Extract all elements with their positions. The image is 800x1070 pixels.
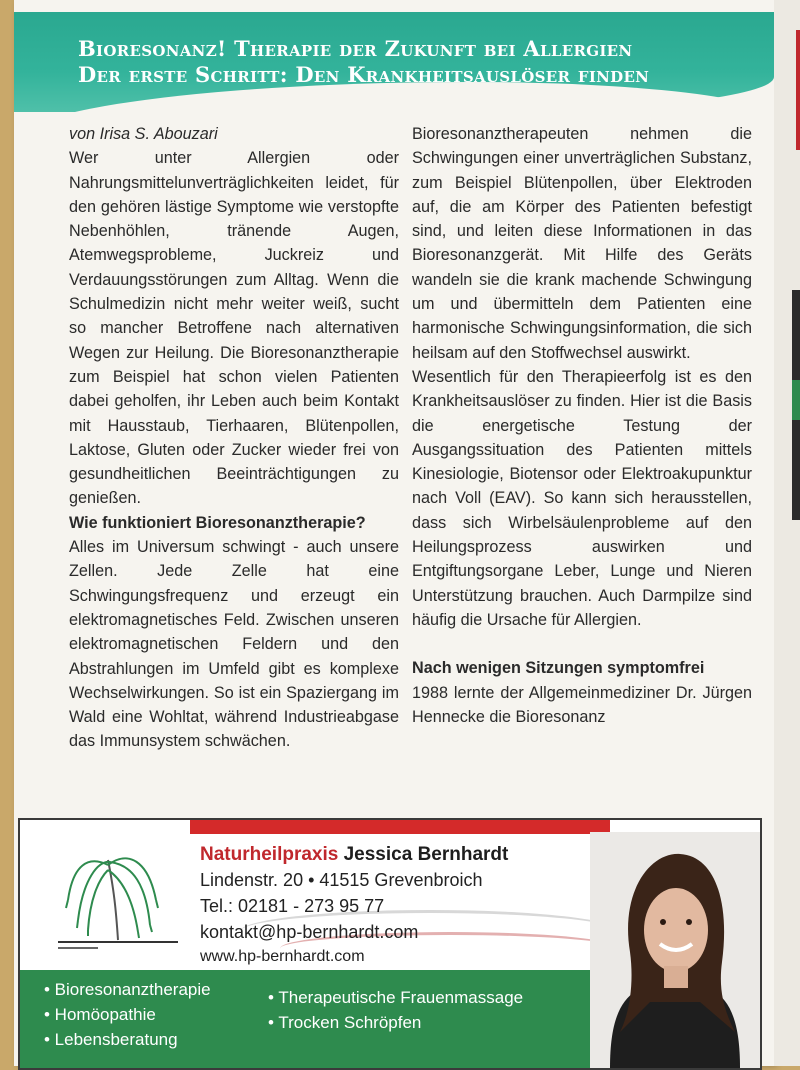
headline-line2: Der erste Schritt: Den Krankheitsauslöser finden [78, 62, 650, 87]
service-item: • Homöopathie [44, 1005, 156, 1024]
services-bar [20, 970, 590, 1068]
right-column [412, 122, 752, 729]
practice-label: Naturheilpraxis [200, 844, 339, 865]
portrait-photo [590, 832, 760, 1068]
left-column [69, 122, 399, 754]
email-link[interactable]: kontakt@hp-bernhardt.com [200, 922, 419, 942]
phone: Tel.: 02181 - 273 95 77 [200, 896, 385, 916]
ad-red-bar [190, 820, 610, 834]
service-item: • Lebensberatung [44, 1030, 178, 1049]
willow-tree-logo [38, 840, 198, 960]
service-item: • Trocken Schröpfen [268, 1013, 422, 1032]
left-paragraph-1: Wer unter Allergien oder Nahrungsmittelunverträglichkeiten leidet, für den gehören lästige Symptome wie verstopfte Nebenhöhlen, tränende Augen, Atemwegsprobleme, Juckreiz und Verdauungsstörungen zum Alltag. Wenn die Schulmedizin nicht mehr weiter weiß, sucht so mancher Betroffene nach alternativen Wegen zur Heilung. Die Bioresonanztherapie zum Beispiel hat schon vielen Patienten dabei geholfen, ihr Leben auch beim Kontakt mit Hausstaub, Tierhaaren, Blütenpollen, Laktose, Gluten oder Zucker wieder frei von gesundheitlichen Beeinträchtigungen zu genießen. [69, 149, 399, 508]
headline-line1: Bioresonanz! Therapie der Zukunft bei Allergien [78, 36, 633, 61]
advertisement [18, 818, 762, 1070]
right-subhead: Nach wenigen Sitzungen symptomfrei [412, 659, 705, 678]
service-item: • Therapeutische Frauenmassage [268, 988, 524, 1007]
right-paragraph-1: Bioresonanztherapeuten nehmen die Schwingungen einer unverträglichen Substanz, zum Beispiel Blütenpollen, über Elektroden auf, die am Körper des Patienten befestigt sind, und leiten diese Informationen in das Bioresonanzgerät. Mit Hilfe des Geräts wandeln sie die krank machende Schwingung um und übermitteln dem Patienten eine harmonische Schwingungsinformation, die sich heilsam auf den Stoffwechsel auswirkt. [412, 125, 752, 362]
headline [78, 36, 758, 88]
right-paragraph-2: Wesentlich für den Therapieerfolg ist es den Krankheitsauslöser zu finden. Hier ist die Basis die energetische Testung der Ausgangssituation des Patienten mittels Kinesiologie, Biotensor oder Elektroakupunktur nach Voll (EAV). So kann sich herausstellen, dass sich Wirbelsäulenprobleme auf den Heilungsprozess auswirken und Entgiftungsorgane Leber, Lunge und Nieren Unterstützung brauchen. Auch Darmpilze sind häufig die Ursache für Allergien. [412, 367, 752, 629]
left-subhead: Wie funktioniert Bioresonanztherapie? [69, 513, 366, 532]
practitioner-name: Jessica Bernhardt [343, 844, 509, 865]
next-page-edge [774, 0, 800, 1066]
byline: von Irisa S. Abouzari [69, 125, 218, 143]
address: Lindenstr. 20 • 41515 Grevenbroich [200, 870, 483, 890]
practice-name [200, 844, 508, 866]
website-link[interactable]: www.hp-bernhardt.com [200, 948, 365, 965]
left-paragraph-2: Alles im Universum schwingt - auch unsere Zellen. Jede Zelle hat eine Schwingungsfrequenz und erzeugt ein elektromagnetisches Feld. Zwischen unseren elektromagnetischen Feldern und den Abstrahlungen im Umfeld gibt es komplexe Wechselwirkungen. So ist ein Spaziergang im Wald eine Wohltat, während Industrieabgase das Immunsystem schwächen. [69, 538, 399, 751]
service-item: • Bioresonanztherapie [44, 980, 211, 999]
right-paragraph-3: 1988 lernte der Allgemeinmediziner Dr. Jürgen Hennecke die Bioresonanz [412, 683, 752, 726]
